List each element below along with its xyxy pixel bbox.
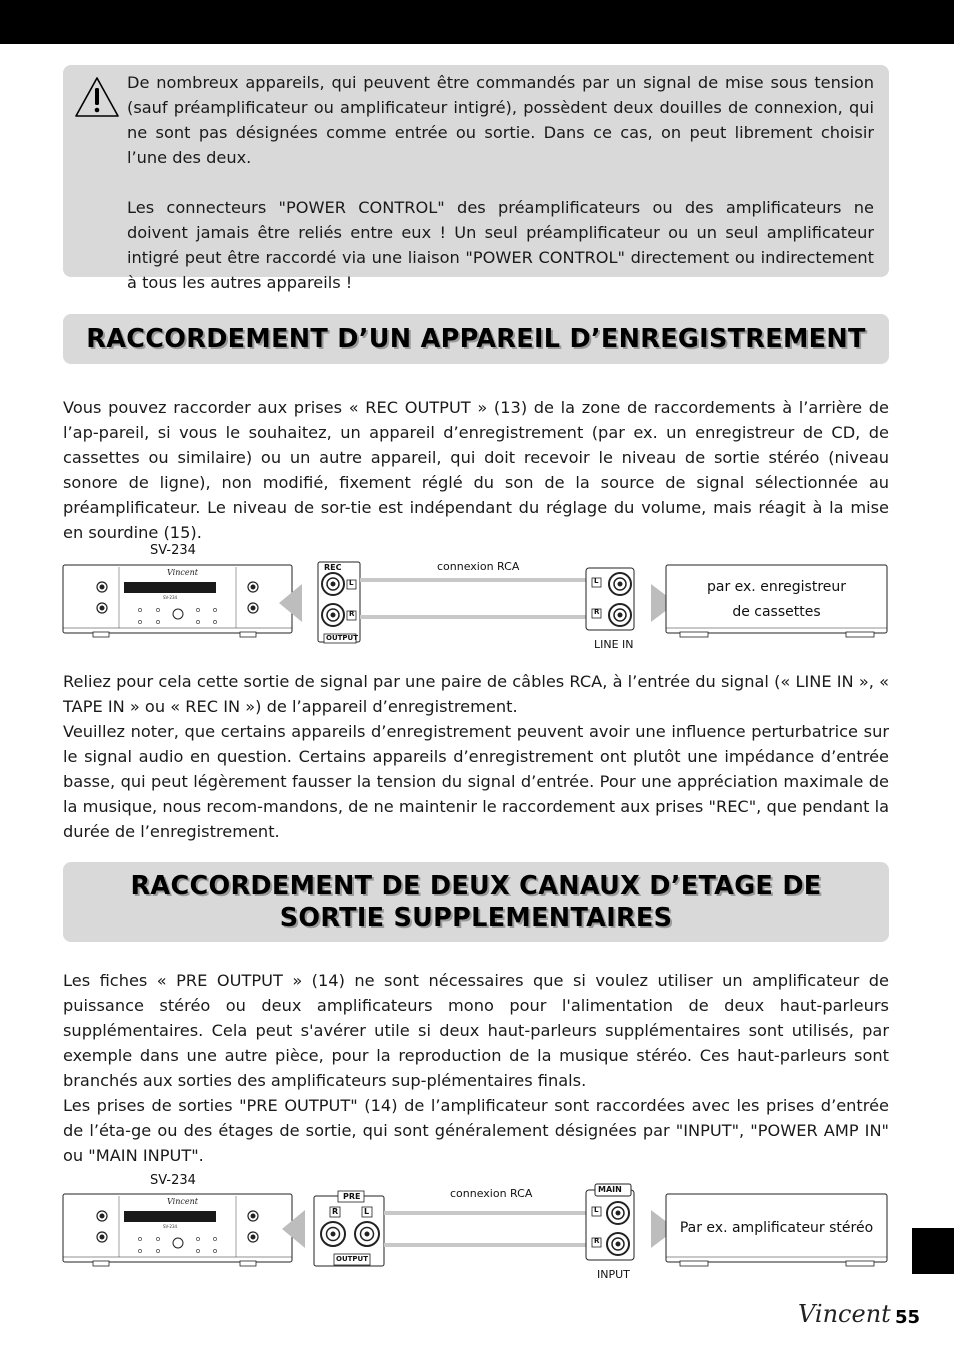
page-side-tab — [912, 1228, 954, 1274]
brand-logo: Vincent — [798, 1300, 891, 1328]
device-label: SV-234 — [150, 1173, 196, 1188]
input-jack-r-label: R — [594, 1237, 600, 1245]
cable-label: connexion RCA — [450, 1187, 533, 1200]
amplifier-front-panel — [63, 1194, 292, 1266]
rca-cable-left — [384, 1211, 586, 1215]
rec-output-panel — [318, 562, 360, 643]
section2-text-1: Les fiches « PRE OUTPUT » (14) ne sont nécessaires que si voulez utiliser un amplificateur de puissance stéréo ou deux amplificateurs mono pour l'alimentation de deux haut-parleurs supplémentaires. Cela peut s'avérer utile si deux haut-parleurs supplémentaires sont utilisés, par exemple dans une autre pièce, pour la reproduction de la musique stéréo. Ces haut-parleurs sont branchés aux sorties des amplificateurs sup-plémentaires finals. — [63, 971, 889, 1090]
target-line-2: de cassettes — [732, 604, 821, 620]
notice-paragraph-2: Les connecteurs "POWER CONTROL" des préamplificateurs ou des amplificateurs ne doivent jamais être reliés entre eux ! Un seul préamplificateur ou un seul amplificateur intigré peut être raccordé via une liaison "POWER CONTROL" directement ou indirectement à tous les autres appareils ! — [127, 198, 874, 292]
amplifier-front-panel — [63, 565, 292, 637]
recording-connection-diagram — [0, 540, 954, 655]
input-jack-l-label: L — [594, 577, 599, 585]
target-line-1: par ex. enregistreur — [706, 579, 847, 595]
notice-paragraph-1: De nombreux appareils, qui peuvent être commandés par un signal de mise sous tension (sauf préamplificateur ou amplificateur intigré), possèdent deux douilles de connexion, qui ne sont pas désignées comme entrée ou sortie. Dans ce cas, on peut librement choisir l’une des deux. — [127, 73, 874, 167]
rca-cable-right — [384, 1243, 586, 1247]
rec-label: REC — [324, 563, 342, 572]
device-label: SV-234 — [150, 543, 196, 558]
top-black-bar — [0, 0, 954, 44]
main-input-panel — [586, 1184, 634, 1260]
pre-output-diagram — [0, 1170, 954, 1285]
output-label: OUTPUT — [326, 634, 358, 642]
section1-intro: Vous pouvez raccorder aux prises « REC OUTPUT » (13) de la zone de raccordements à l’arrière de l’ap-pareil, si vous le souhaitez, un appareil d’enregistrement (par ex. un enregistreur de CD, de cassettes ou similaire) ou un autre appareil, qui doit recevoir le niveau de sortie stéréo (niveau sonore de ligne), non modifié, fixement réglé du son de la source de signal sélectionnée au préamplificateur. Le niveau de sor-tie est indépendant du réglage du volume, mais réagit à la mise en sourdine (15). — [63, 398, 889, 542]
section2-title — [130, 870, 821, 934]
input-label: INPUT — [597, 1268, 630, 1281]
svg-text:SV-234: SV-234 — [162, 1224, 178, 1229]
pre-label: PRE — [343, 1192, 361, 1201]
page-number: 55 — [895, 1307, 921, 1328]
section1-text-2b: Veuillez noter, que certains appareils d’enregistrement peuvent avoir une influence perturbatrice sur le signal audio en question. Certains appareils d’enregistrement ont plutôt une impédance d’entrée basse, qui peut légèrement fausser la tension du signal d’entrée. Pour une appréciation maximale de la musique, nous recom-mandons, de ne maintenir le raccordement aux prises "REC", que pendant la durée de l’enregistrement. — [63, 722, 889, 841]
input-jack-l-label: L — [594, 1206, 599, 1214]
section-title: RACCORDEMENT D’UN APPAREIL D’ENREGISTREMENT — [86, 324, 866, 354]
section2-title-line-2: SORTIE SUPPLEMENTAIRES — [279, 903, 673, 933]
cable-label: connexion RCA — [437, 560, 520, 573]
target-device-label — [666, 575, 887, 625]
section2-title-line-1: RACCORDEMENT DE DEUX CANAUX D’ETAGE DE — [130, 871, 822, 901]
warning-triangle-icon — [73, 75, 121, 119]
svg-text:SV-234: SV-234 — [162, 595, 178, 600]
jack-r-label: R — [332, 1207, 339, 1216]
svg-text:Vincent: Vincent — [167, 568, 198, 577]
target-device-label: Par ex. amplificateur stéréo — [679, 1220, 874, 1236]
jack-l-label: L — [349, 579, 354, 587]
section2-text-2: Les prises de sorties "PRE OUTPUT" (14) de l’amplificateur sont raccordées avec les prises d’entrée de l’éta-ge ou des étages de sortie, qui sont généralement désignées par "INPUT", "POWER AMP IN" ou "MAIN INPUT". — [63, 1096, 889, 1165]
svg-text:Vincent: Vincent — [167, 1197, 198, 1206]
section-heading-recording — [63, 314, 889, 364]
warning-notice — [63, 65, 889, 292]
rca-cable-left — [360, 578, 586, 582]
notice-text — [127, 70, 874, 295]
jack-l-label: L — [364, 1207, 370, 1216]
output-label: OUTPUT — [336, 1255, 368, 1263]
main-label: MAIN — [598, 1185, 622, 1194]
section-heading-output — [63, 862, 889, 942]
rca-cable-right — [360, 615, 586, 619]
section1-text-2a: Reliez pour cela cette sortie de signal par une paire de câbles RCA, à l’entrée du signal (« LINE IN », « TAPE IN » ou « REC IN ») de l’appareil d’enregistrement. — [63, 672, 889, 716]
line-in-label: LINE IN — [594, 638, 634, 651]
input-jack-r-label: R — [594, 608, 600, 616]
jack-r-label: R — [349, 610, 355, 618]
